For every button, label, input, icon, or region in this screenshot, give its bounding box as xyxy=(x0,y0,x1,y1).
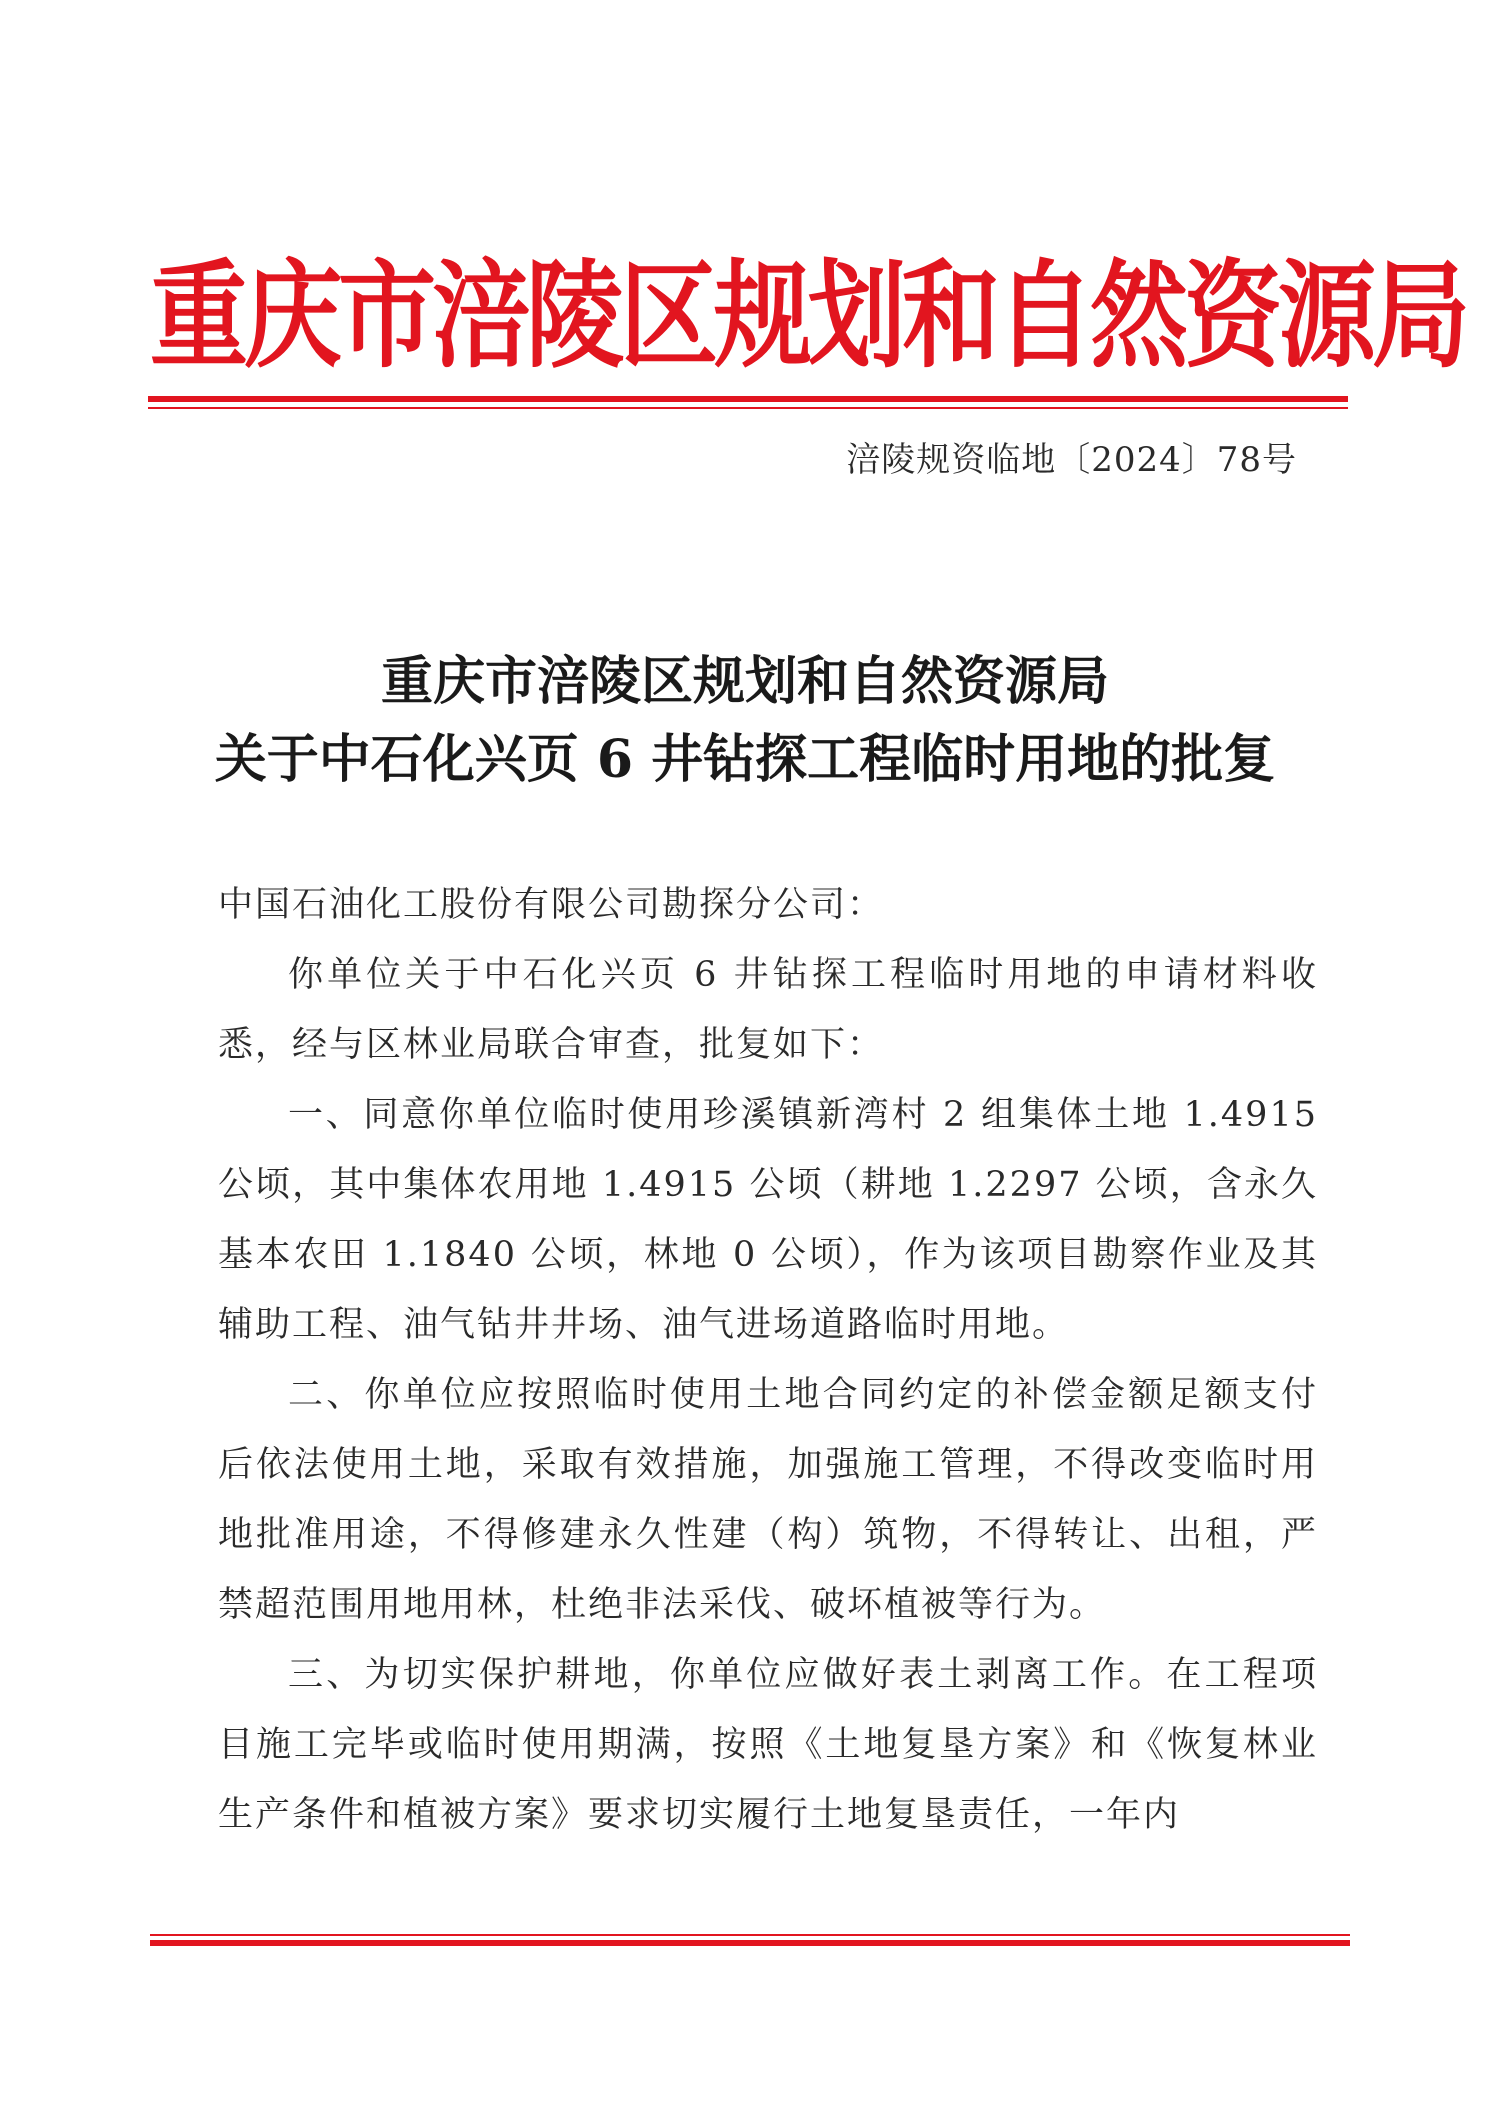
organization-header: 重庆市涪陵区规划和自然资源局 xyxy=(150,249,1467,385)
header-rule-thin xyxy=(148,407,1348,409)
addressee: 中国石油化工股份有限公司勘探分公司： xyxy=(218,885,885,925)
paragraph-item-2: 二、你单位应按照临时使用土地合同约定的补偿金额足额支付后依法使用土地，采取有效措施，加强施工管理，不得改变临时用地批准用途，不得修建永久性建（构）筑物，不得转让、出租，严禁超范围用地用林，杜绝非法采伐、破坏植被等行为。 xyxy=(218,1375,1318,1625)
document-title-line1: 重庆市涪陵区规划和自然资源局 xyxy=(380,651,1109,712)
footer-rule-thin xyxy=(150,1934,1350,1936)
paragraph-intro: 你单位关于中石化兴页 6 井钻探工程临时用地的申请材料收悉，经与区林业局联合审查，批复如下： xyxy=(218,955,1318,1065)
body-text xyxy=(218,940,1318,1850)
paragraph-item-1: 一、同意你单位临时使用珍溪镇新湾村 2 组集体土地 1.4915 公顷，其中集体农用地 1.4915 公顷（耕地 1.2297 公顷，含永久基本农田 1.1840 公顷，林地 0 公顷），作为该项目勘察作业及其辅助工程、油气钻井井场、油气进场道路临时用地。 xyxy=(218,1095,1318,1345)
document-number: 涪陵规资临地〔2024〕78号 xyxy=(846,440,1297,480)
paragraph-item-3: 三、为切实保护耕地，你单位应做好表土剥离工作。在工程项目施工完毕或临时使用期满，按照《土地复垦方案》和《恢复林业生产条件和植被方案》要求切实履行土地复垦责任，一年内 xyxy=(218,1655,1318,1835)
document-title-line2: 关于中石化兴页 6 井钻探工程临时用地的批复 xyxy=(214,729,1276,790)
footer-rule-thick xyxy=(150,1940,1350,1946)
header-rule-thick xyxy=(148,396,1348,402)
